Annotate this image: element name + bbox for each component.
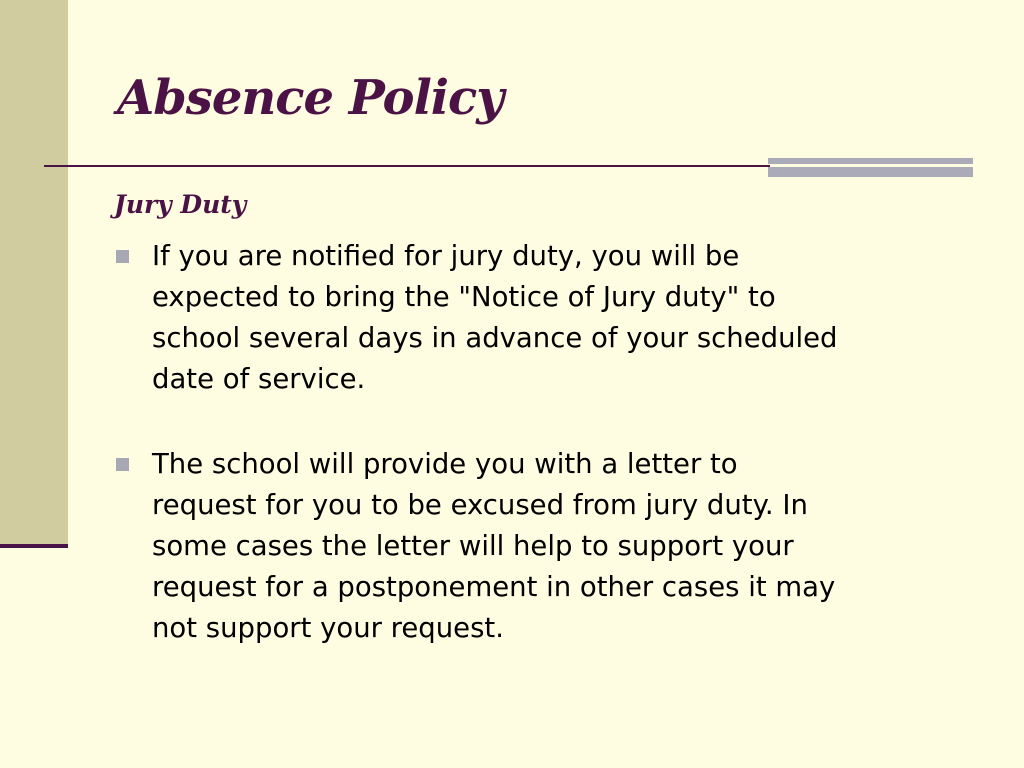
accent-bar-top (768, 158, 973, 164)
title-divider (44, 165, 770, 167)
side-band (0, 0, 68, 546)
slide-title: Absence Policy (117, 70, 504, 126)
slide-subtitle: Jury Duty (114, 190, 247, 219)
side-band-rule (0, 544, 68, 548)
square-bullet-icon (116, 458, 129, 471)
bullet-text: The school will provide you with a letter to request for you to be excused from jury duty. In some cases the letter will help to support your request for a postponement in other cases it may not support your request. (152, 448, 836, 644)
bullet-text: If you are notified for jury duty, you will be expected to bring the "Notice of Jury duty" to school several days in advance of your scheduled date of service. (152, 240, 838, 395)
bullet-item (114, 444, 954, 649)
accent-bar-bottom (768, 167, 973, 177)
title-accent-bars (768, 158, 973, 178)
square-bullet-icon (116, 250, 129, 263)
bullet-item (114, 236, 954, 400)
bullet-list (114, 236, 954, 693)
